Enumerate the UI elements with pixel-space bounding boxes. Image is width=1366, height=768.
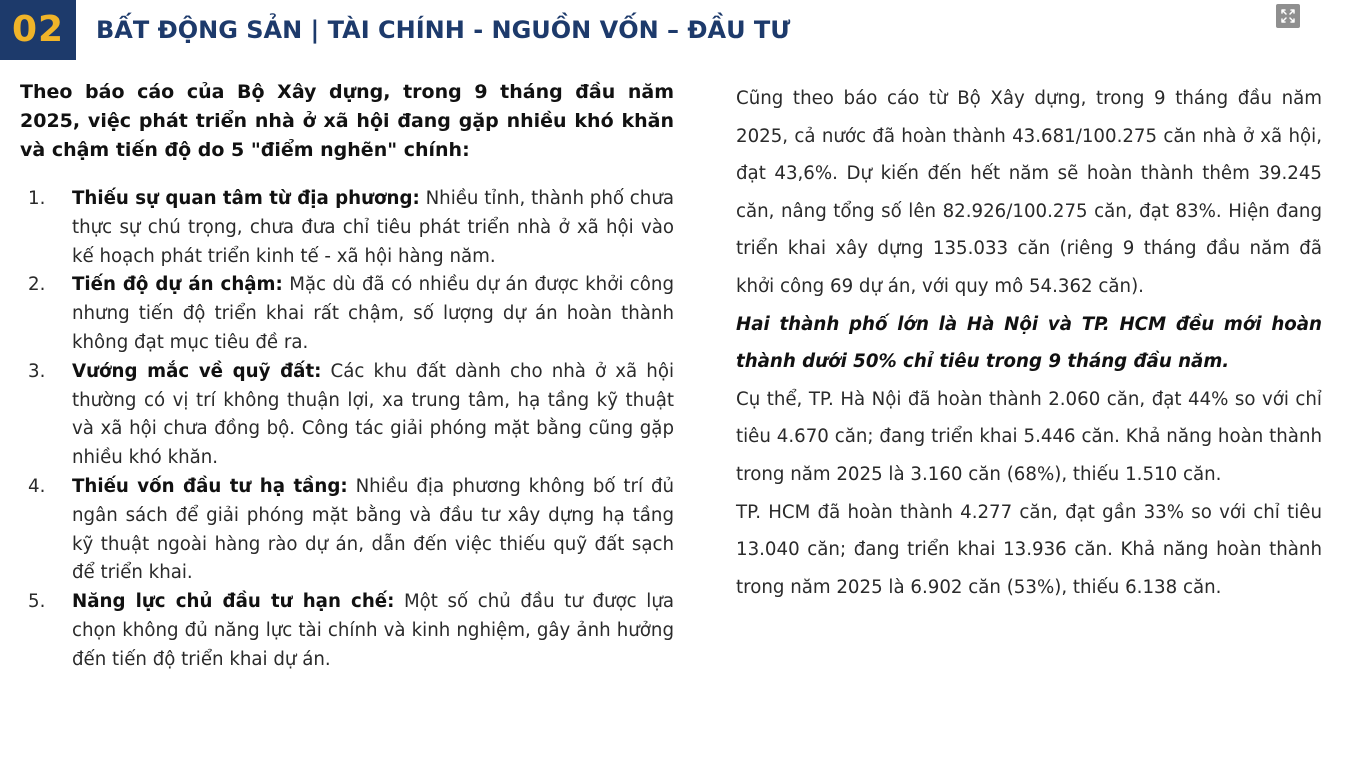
- list-item-heading: Thiếu sự quan tâm từ địa phương:: [72, 188, 420, 209]
- list-item-number: 3.: [28, 360, 46, 382]
- list-item-heading: Tiến độ dự án chậm:: [72, 274, 283, 296]
- list-item-heading: Năng lực chủ đầu tư hạn chế:: [72, 591, 395, 613]
- right-column: [736, 80, 1322, 606]
- section-title: BẤT ĐỘNG SẢN | TÀI CHÍNH - NGUỒN VỐN – ĐẦU TƯ: [96, 16, 791, 44]
- left-column: [20, 78, 674, 675]
- list-item: [20, 473, 674, 588]
- list-item: [20, 271, 674, 357]
- bottleneck-list: [20, 185, 674, 675]
- list-item-text: Các khu đất dành cho nhà ở xã hội thường có vị trí không thuận lợi, xa trung tâm, hạ tầng kỹ thuật và xã hội chưa đồng bộ. Công tác giải phóng mặt bằng cũng gặp nhiều khó khăn.: [72, 360, 675, 469]
- list-item-text: Nhiều địa phương không bố trí đủ ngân sách để giải phóng mặt bằng và đầu tư xây dựng hạ tầng kỹ thuật ngoài hàng rào dự án, dẫn đến việc thiếu quỹ đất sạch để triển khai.: [72, 475, 675, 584]
- list-item: [20, 185, 674, 271]
- hanoi-paragraph: Cụ thể, TP. Hà Nội đã hoàn thành 2.060 căn, đạt 44% so với chỉ tiêu 4.670 căn; đang triển khai 5.446 căn. Khả năng hoàn thành trong năm 2025 là 3.160 căn (68%), thiếu 1.510 căn.: [736, 388, 1322, 485]
- expand-icon: [1280, 8, 1296, 24]
- list-item-number: 4.: [28, 475, 46, 497]
- list-item-heading: Thiếu vốn đầu tư hạ tầng:: [72, 475, 348, 497]
- highlight-paragraph: Hai thành phố lớn là Hà Nội và TP. HCM đều mới hoàn thành dưới 50% chỉ tiêu trong 9 tháng đầu năm.: [736, 313, 1322, 373]
- national-progress-paragraph: Cũng theo báo cáo từ Bộ Xây dựng, trong 9 tháng đầu năm 2025, cả nước đã hoàn thành 43.681/100.275 căn nhà ở xã hội, đạt 43,6%. Dự kiến đến hết năm sẽ hoàn thành thêm 39.245 căn, nâng tổng số lên 82.926/100.275 căn, đạt 83%. Hiện đang triển khai xây dựng 135.033 căn (riêng 9 tháng đầu năm đã khởi công 69 dự án, với quy mô 54.362 căn).: [736, 88, 1322, 297]
- list-item-text: Nhiều tỉnh, thành phố chưa thực sự chú trọng, chưa đưa chỉ tiêu phát triển nhà ở xã hội vào kế hoạch phát triển kinh tế - xã hội hàng năm.: [72, 188, 674, 267]
- section-number-badge: 02: [0, 0, 76, 60]
- intro-paragraph: Theo báo cáo của Bộ Xây dựng, trong 9 tháng đầu năm 2025, việc phát triển nhà ở xã hội đang gặp nhiều khó khăn và chậm tiến độ do 5 "điểm nghẽn" chính:: [20, 81, 674, 161]
- hcm-paragraph: TP. HCM đã hoàn thành 4.277 căn, đạt gần 33% so với chỉ tiêu 13.040 căn; đang triển khai 13.936 căn. Khả năng hoàn thành trong năm 2025 là 6.902 căn (53%), thiếu 6.138 căn.: [736, 501, 1322, 598]
- expand-button[interactable]: [1276, 4, 1300, 28]
- list-item-text: Một số chủ đầu tư được lựa chọn không đủ năng lực tài chính và kinh nghiệm, gây ảnh hưởng đến tiến độ triển khai dự án.: [72, 591, 674, 670]
- list-item-number: 1.: [28, 188, 46, 209]
- list-item-number: 2.: [28, 274, 46, 296]
- list-item-number: 5.: [28, 591, 46, 613]
- list-item-text: Mặc dù đã có nhiều dự án được khởi công nhưng tiến độ triển khai rất chậm, số lượng dự án hoàn thành không đạt mục tiêu đề ra.: [72, 274, 674, 353]
- list-item: [20, 358, 674, 473]
- list-item-heading: Vướng mắc về quỹ đất:: [72, 360, 322, 382]
- list-item: [20, 588, 674, 674]
